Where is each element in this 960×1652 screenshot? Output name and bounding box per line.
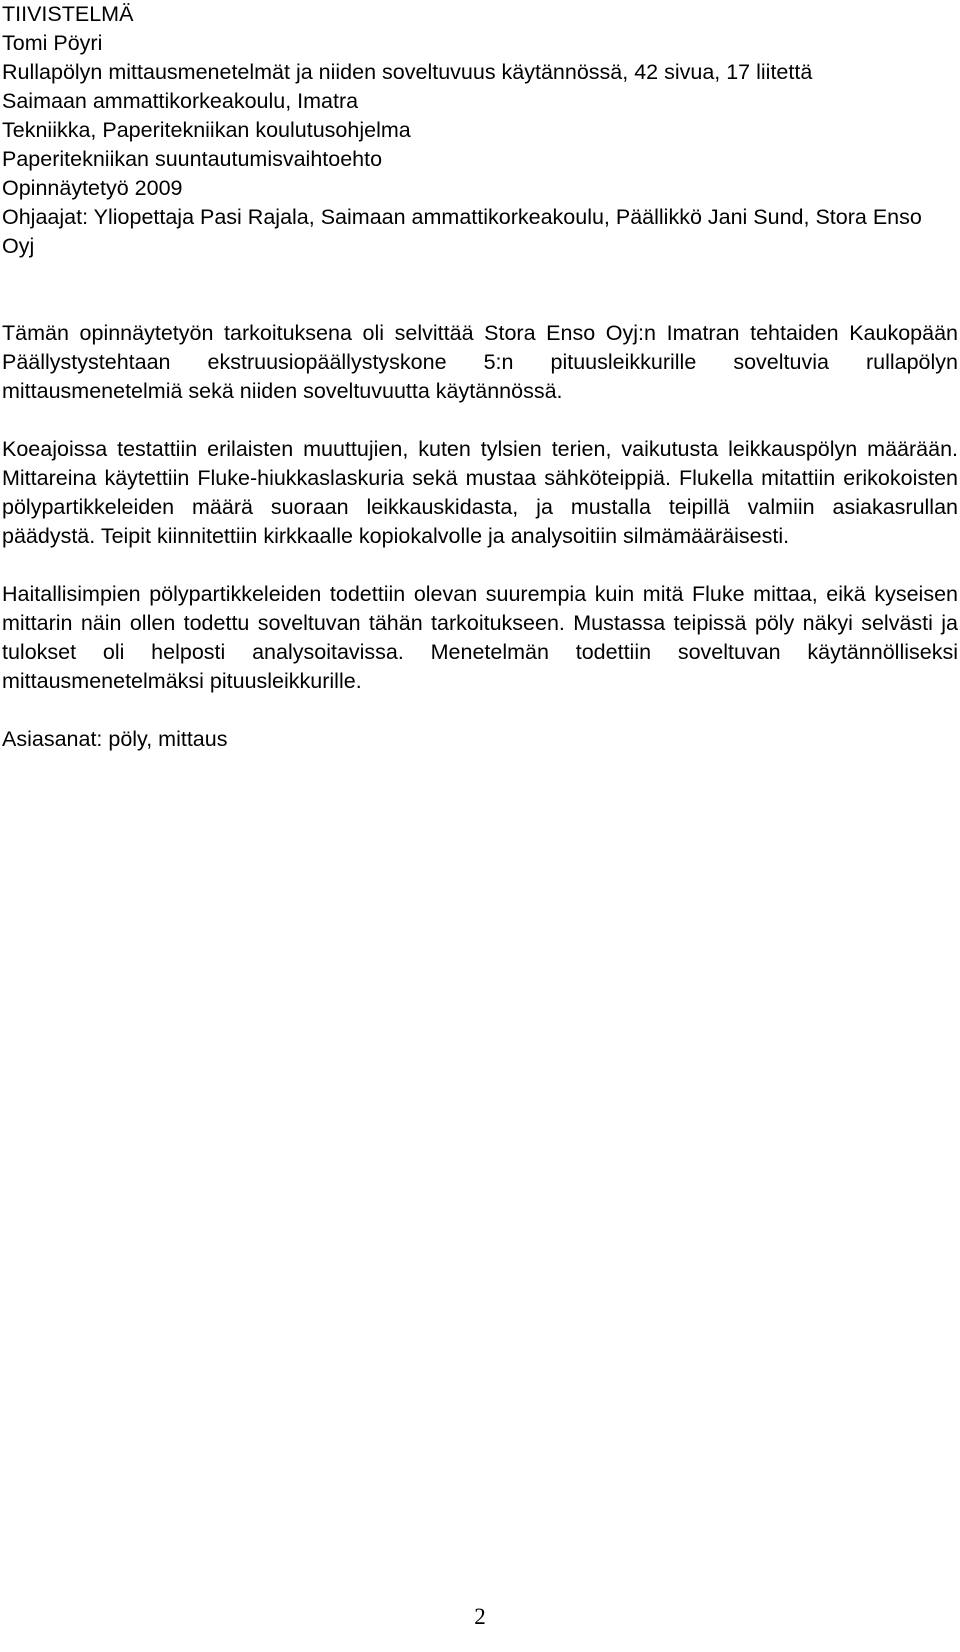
abstract-paragraph: Tämän opinnäytetyön tarkoituksena oli selvittää Stora Enso Oyj:n Imatran tehtaiden Kaukopään Päällystystehtaan ekstruusiopäällystyskone 5:n pituusleikkurille soveltuvia rullapölyn mittausmenetelmiä sekä niiden soveltuvuutta käytännössä. xyxy=(2,321,958,403)
abstract-paragraph: Koeajoissa testattiin erilaisten muuttujien, kuten tylsien terien, vaikutusta leikkauspölyn määrään. Mittareina käytettiin Fluke-hiukkaslaskuria sekä mustaa sähköteippiä. Flukella mitattiin erikokoisten pölypartikkeleiden määrä suoraan leikkauskidasta, ja mustalla teipillä valmiin asiakasrullan päädystä. Teipit kiinnitettiin kirkkaalle kopiokalvolle ja analysoitiin silmämääräisesti. xyxy=(2,437,958,548)
degree-programme: Tekniikka, Paperitekniikan koulutusohjelma xyxy=(2,118,411,142)
specialisation: Paperitekniikan suuntautumisvaihtoehto xyxy=(2,147,383,171)
institution: Saimaan ammattikorkeakoulu, Imatra xyxy=(2,89,359,113)
keywords: Asiasanat: pöly, mittaus xyxy=(2,727,228,751)
title-block xyxy=(2,0,958,261)
abstract-paragraph: Haitallisimpien pölypartikkeleiden todettiin olevan suurempia kuin mitä Fluke mittaa, eikä kyseisen mittarin näin ollen todettu soveltuvan tähän tarkoitukseen. Mustassa teipissä pöly näkyi selvästi ja tulokset oli helposti analysoitavissa. Menetelmän todettiin soveltuvan käytännölliseksi mittausmenetelmäksi pituusleikkurille. xyxy=(2,582,958,693)
page-number: 2 xyxy=(474,1604,486,1629)
abstract-heading: TIIVISTELMÄ xyxy=(2,2,134,26)
thesis-year: Opinnäytetyö 2009 xyxy=(2,176,183,200)
author-name: Tomi Pöyri xyxy=(2,31,103,55)
supervisors: Ohjaajat: Yliopettaja Pasi Rajala, Saimaan ammattikorkeakoulu, Päällikkö Jani Sund, Stora Enso Oyj xyxy=(2,205,922,258)
document-page xyxy=(2,0,958,754)
thesis-title: Rullapölyn mittausmenetelmät ja niiden soveltuvuus käytännössä, 42 sivua, 17 liitettä xyxy=(2,60,813,84)
